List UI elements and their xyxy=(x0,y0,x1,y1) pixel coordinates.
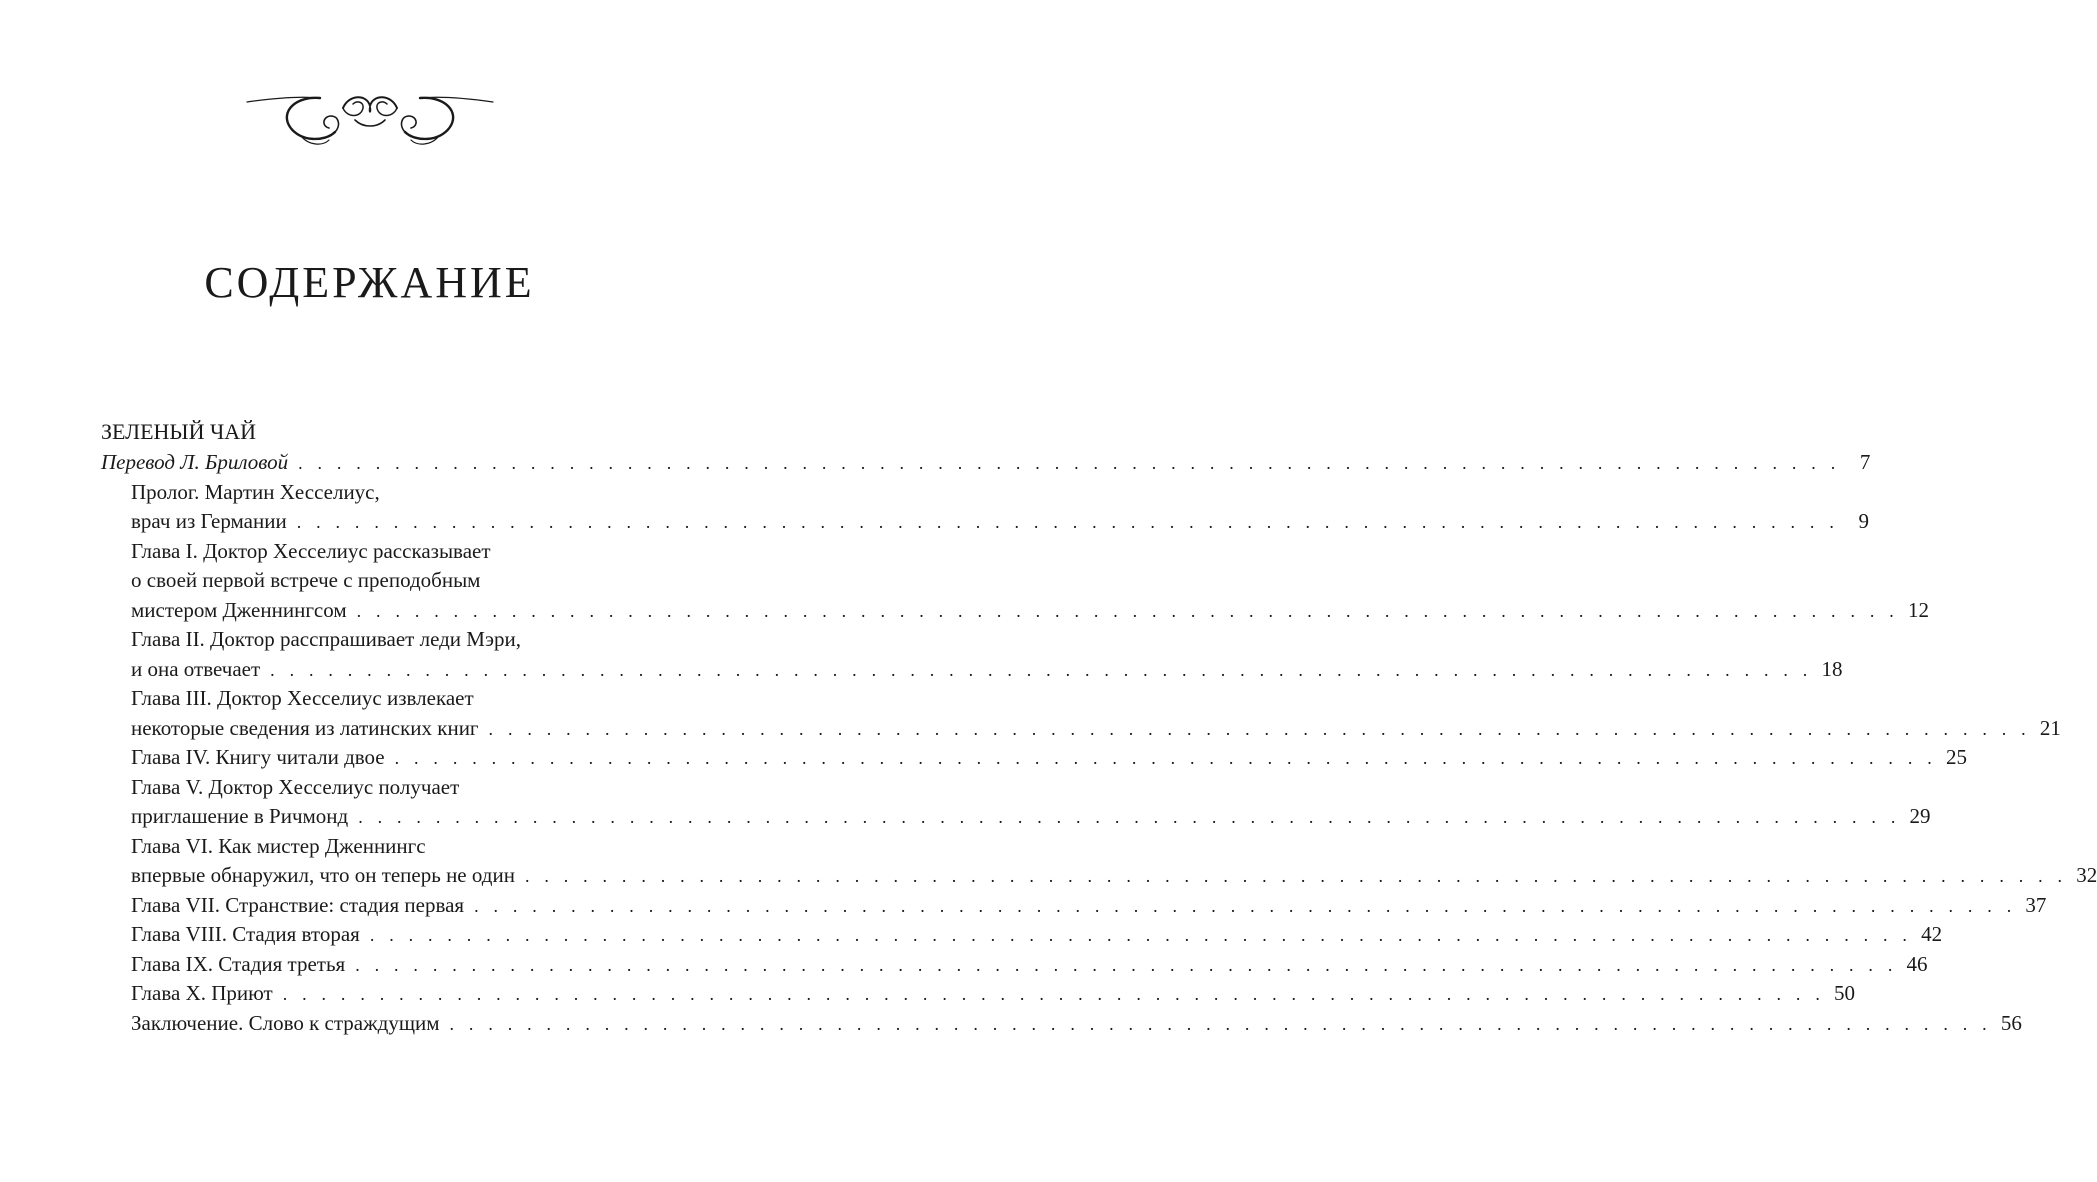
chapter-title: и она отвечает xyxy=(131,656,261,681)
toc-entry-line[interactable] xyxy=(101,1009,2022,1039)
section-title: ЗЕЛЕНЫЙ ЧАЙ xyxy=(101,419,257,444)
chapter-title: Глава VII. Странствие: стадия первая xyxy=(131,892,465,917)
chapter-title: приглашение в Ричмонд xyxy=(131,804,349,828)
toc-entry-line[interactable] xyxy=(101,507,1870,537)
toc-entry-line[interactable] xyxy=(101,950,1928,980)
toc-entry-line[interactable] xyxy=(101,478,639,508)
chapter-title: Глава II. Доктор расспрашивает леди Мэри, xyxy=(131,627,521,651)
page-number: 21 xyxy=(2039,715,2061,740)
toc-entry-line[interactable] xyxy=(101,861,2097,891)
chapter-title: Глава I. Доктор Хесселиус рассказывает xyxy=(131,538,491,563)
page-number: 18 xyxy=(1821,656,1843,681)
chapter-title: Заключение. Слово к страждущим xyxy=(131,1010,440,1035)
leader-dots: . . . . . . . . . . . . . . . . . . . . . . . . . . . . . . . . . . . . . . . . . . . . . . . . . . . . . . . . . . . . . . . . . . . . . . . . . . . . . . . . xyxy=(394,748,1937,768)
toc-entry-line[interactable] xyxy=(101,773,639,803)
toc-entry-line[interactable] xyxy=(101,714,2061,744)
page-number: 46 xyxy=(1906,951,1928,976)
toc-entry-line[interactable] xyxy=(101,832,639,862)
table-of-contents xyxy=(101,416,2097,1038)
page-title: СОДЕРЖАНИЕ xyxy=(204,258,535,307)
toc-entry-line[interactable] xyxy=(101,566,639,596)
page-number: 9 xyxy=(1858,509,1870,533)
leader-dots: . . . . . . . . . . . . . . . . . . . . . . . . . . . . . . . . . . . . . . . . . . . . . . . . . . . . . . . . . . . . . . . . . . . . . . . . . . . . . . . . xyxy=(358,807,1901,827)
toc-entry-line[interactable] xyxy=(101,684,639,714)
leader-dots: . . . . . . . . . . . . . . . . . . . . . . . . . . . . . . . . . . . . . . . . . . . . . . . . . . . . . . . . . . . . . . . . . . . . . . . . . . . . . . . . xyxy=(488,718,2031,739)
page-number: 42 xyxy=(1921,922,1943,946)
toc-entry-translator[interactable] xyxy=(101,448,1871,478)
page-number: 29 xyxy=(1909,804,1931,828)
chapter-title: Глава III. Доктор Хесселиус извлекает xyxy=(131,686,474,710)
toc-entry-line[interactable] xyxy=(101,891,2047,921)
leader-dots: . . . . . . . . . . . . . . . . . . . . . . . . . . . . . . . . . . . . . . . . . . . . . . . . . . . . . . . . . . . . . . . . . . . . . . . . . . . . . . . . xyxy=(355,954,1898,975)
leader-dots: . . . . . . . . . . . . . . . . . . . . . . . . . . . . . . . . . . . . . . . . . . . . . . . . . . . . . . . . . . . . . . . . . . . . . . . . . . . . . . . . xyxy=(298,453,1841,473)
chapter-title: впервые обнаружил, что он теперь не один xyxy=(131,863,515,887)
chapter-title: о своей первой встрече с преподобным xyxy=(131,568,481,592)
chapter-title: Глава IX. Стадия третья xyxy=(131,951,346,976)
page-number: 25 xyxy=(1945,745,1967,769)
chapter-title: Глава VI. Как мистер Дженнингс xyxy=(131,833,426,858)
toc-entry-line[interactable] xyxy=(101,596,1929,626)
chapter-title: Глава V. Доктор Хесселиус получает xyxy=(131,774,460,799)
chapter-title: Глава IV. Книгу читали двое xyxy=(131,745,385,769)
page-number: 50 xyxy=(1834,981,1856,1005)
toc-entry-line[interactable] xyxy=(101,743,1967,773)
chapter-title: Глава VIII. Стадия вторая xyxy=(131,922,360,946)
page-number: 7 xyxy=(1859,450,1871,474)
chapter-title: врач из Германии xyxy=(131,509,287,533)
toc-entry-line[interactable] xyxy=(101,625,639,655)
page-number: 56 xyxy=(2000,1010,2022,1035)
leader-dots: . . . . . . . . . . . . . . . . . . . . . . . . . . . . . . . . . . . . . . . . . . . . . . . . . . . . . . . . . . . . . . . . . . . . . . . . . . . . . . . . xyxy=(296,512,1840,532)
chapter-title: мистером Дженнингсом xyxy=(131,597,347,622)
translator-label: Перевод Л. Бриловой xyxy=(101,450,289,474)
chapter-title: Глава X. Приют xyxy=(131,981,273,1005)
toc-entry-line[interactable] xyxy=(101,979,1856,1009)
leader-dots: . . . . . . . . . . . . . . . . . . . . . . . . . . . . . . . . . . . . . . . . . . . . . . . . . . . . . . . . . . . . . . . . . . . . . . . . . . . . . . . . xyxy=(474,895,2017,916)
page-number: 37 xyxy=(2025,892,2047,917)
page-number: 12 xyxy=(1907,597,1929,622)
leader-dots: . . . . . . . . . . . . . . . . . . . . . . . . . . . . . . . . . . . . . . . . . . . . . . . . . . . . . . . . . . . . . . . . . . . . . . . . . . . . . . . . xyxy=(282,984,1826,1004)
leader-dots: . . . . . . . . . . . . . . . . . . . . . . . . . . . . . . . . . . . . . . . . . . . . . . . . . . . . . . . . . . . . . . . . . . . . . . . . . . . . . . . . xyxy=(270,659,1813,680)
toc-entry-line[interactable] xyxy=(101,537,639,567)
chapter-title: Пролог. Мартин Хесселиус, xyxy=(131,479,380,504)
leader-dots: . . . . . . . . . . . . . . . . . . . . . . . . . . . . . . . . . . . . . . . . . . . . . . . . . . . . . . . . . . . . . . . . . . . . . . . . . . . . . . . . xyxy=(449,1013,1992,1034)
page-number: 32 xyxy=(2076,863,2097,887)
leader-dots: . . . . . . . . . . . . . . . . . . . . . . . . . . . . . . . . . . . . . . . . . . . . . . . . . . . . . . . . . . . . . . . . . . . . . . . . . . . . . . . . xyxy=(524,866,2068,886)
toc-entry-line[interactable] xyxy=(101,920,1943,950)
ornament-flourish-icon xyxy=(245,72,495,152)
leader-dots: . . . . . . . . . . . . . . . . . . . . . . . . . . . . . . . . . . . . . . . . . . . . . . . . . . . . . . . . . . . . . . . . . . . . . . . . . . . . . . . . xyxy=(369,925,1913,945)
leader-dots: . . . . . . . . . . . . . . . . . . . . . . . . . . . . . . . . . . . . . . . . . . . . . . . . . . . . . . . . . . . . . . . . . . . . . . . . . . . . . . . . xyxy=(356,600,1899,621)
chapter-title: некоторые сведения из латинских книг xyxy=(131,715,479,740)
toc-entry-line[interactable] xyxy=(101,802,1931,832)
chapter-list xyxy=(101,478,2097,1039)
toc-entry-line[interactable] xyxy=(101,655,1843,685)
